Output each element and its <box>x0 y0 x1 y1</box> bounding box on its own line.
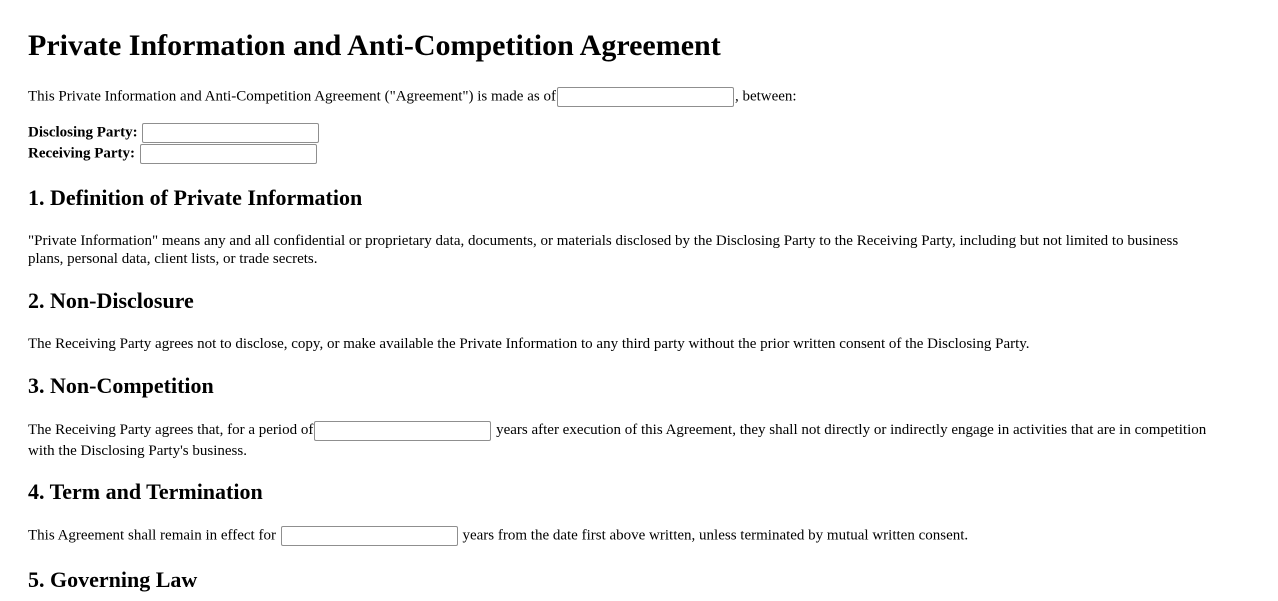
section-3-text-after: years after execution of this Agreement, they shall not directly or indirectly engage in activities that are in competition with the Disclosing Party's business. <box>28 422 1207 459</box>
section-4-text <box>28 526 968 546</box>
intro-text-after: , between: <box>734 88 797 105</box>
section-4-heading: 4. Term and Termination <box>28 479 263 504</box>
term-years-input[interactable] <box>281 526 458 546</box>
section-3-heading: 3. Non-Competition <box>28 373 214 398</box>
section-1-heading: 1. Definition of Private Information <box>28 185 363 210</box>
section-2-heading: 2. Non-Disclosure <box>28 288 194 313</box>
section-4-text-before: This Agreement shall remain in effect for <box>28 527 276 544</box>
section-3-text <box>28 420 1208 461</box>
receiving-party-input[interactable] <box>140 144 317 164</box>
section-1-text: "Private Information" means any and all confidential or proprietary data, documents, or materials disclosed by the Disclosing Party to the Receiving Party, including but not limited to business plans, personal data, client lists, or trade secrets. <box>28 233 1179 267</box>
section-4-text-after: years from the date first above written, unless terminated by mutual written consent. <box>462 527 969 544</box>
section-5-heading: 5. Governing Law <box>28 567 198 592</box>
disclosing-party-input[interactable] <box>142 123 319 143</box>
disclosing-party-row <box>28 123 320 143</box>
intro-paragraph <box>28 87 797 107</box>
page-title: Private Information and Anti-Competition Agreement <box>28 29 721 62</box>
receiving-party-row <box>28 144 318 164</box>
disclosing-party-label: Disclosing Party: <box>28 124 138 141</box>
section-3-text-before: The Receiving Party agrees that, for a period of <box>28 422 314 438</box>
non-competition-years-input[interactable] <box>314 421 491 441</box>
receiving-party-label: Receiving Party: <box>28 145 136 162</box>
agreement-date-input[interactable] <box>557 87 734 107</box>
intro-text-before: This Private Information and Anti-Competition Agreement ("Agreement") is made as of <box>28 88 556 105</box>
section-2-text: The Receiving Party agrees not to disclose, copy, or make available the Private Information to any third party without the prior written consent of the Disclosing Party. <box>28 336 1030 352</box>
